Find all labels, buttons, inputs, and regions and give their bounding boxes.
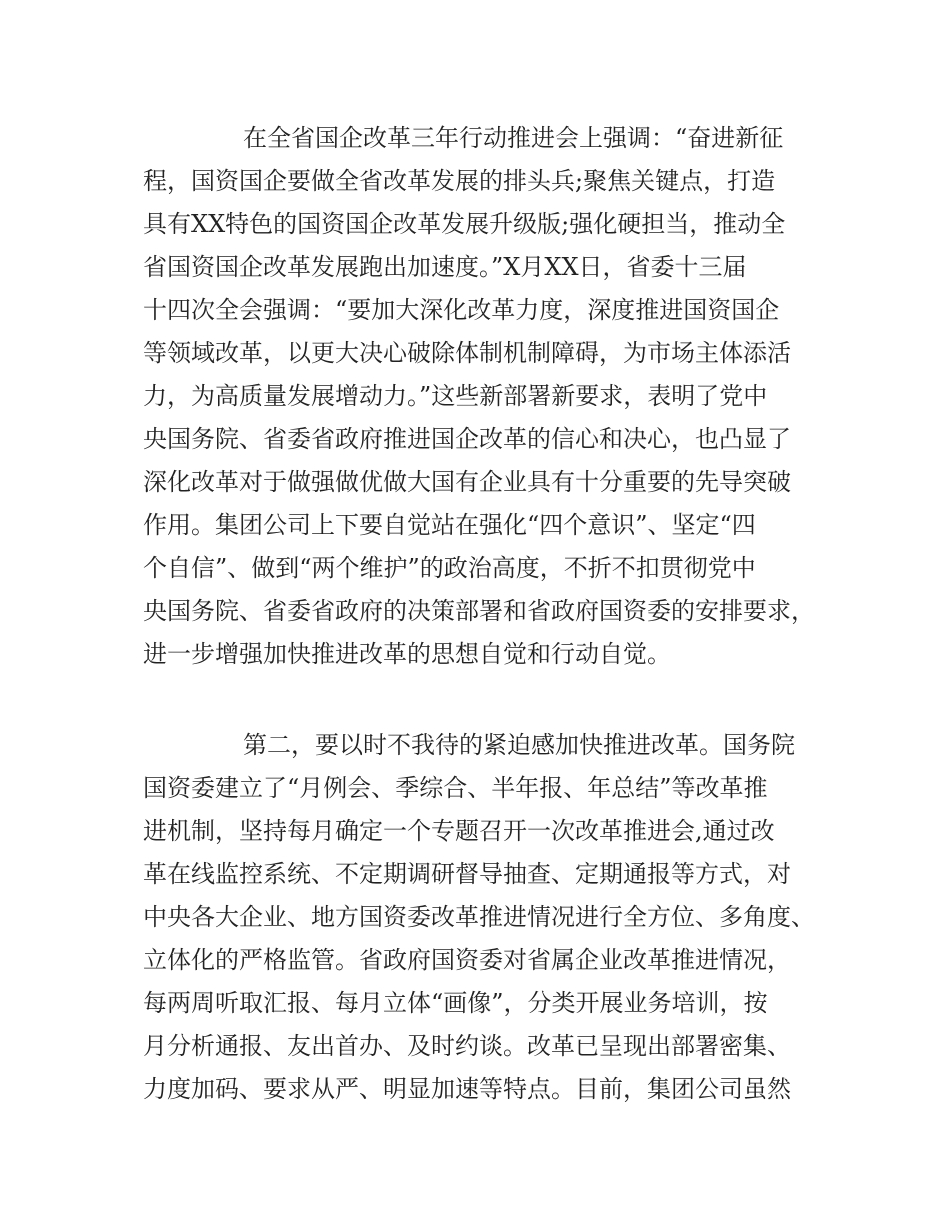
text-line: 第二，要以时不我待的紧迫感加快推进改革。国务院 [243,731,795,759]
text-line: 作用。集团公司上下要自觉站在强化“四个意识”、坚定“四 [143,511,756,539]
text-line: 国资委建立了“月例会、季综合、半年报、年总结”等改革推 [143,774,768,802]
text-line: 进一步增强加快推进改革的思想自觉和行动自觉。 [143,640,671,668]
text-line: 每两周听取汇报、每月立体“画像”，分类开展业务培训，按 [143,989,768,1017]
text-line: 月分析通报、友出首办、及时约谈。改革已呈现出部署密集、 [143,1032,791,1060]
text-line: 个自信”、做到“两个维护”的政治高度，不折不扣贯彻党中 [143,554,756,582]
text-line: 十四次全会强调：“要加大深化改革力度，深度推进国资国企 [143,296,780,324]
text-line: 立体化的严格监管。省政府国资委对省属企业改革推进情况， [143,946,791,974]
text-line: 央国务院、省委省政府的决策部署和省政府国资委的安排要求， [143,597,815,625]
text-line: 革在线监控系统、不定期调研督导抽查、定期通报等方式，对 [143,860,791,888]
text-line: 力，为高质量发展增动力。”这些新部署新要求，表明了党中 [143,382,768,410]
text-line: 等领域改革，以更大决心破除体制机制障碍，为市场主体添活 [143,339,791,367]
text-line: 省国资国企改革发展跑出加速度。”X月XX日，省委十三届 [143,253,747,281]
text-line: 程，国资国企要做全省改革发展的排头兵;聚焦关键点，打造 [143,167,776,195]
text-line: 具有XX特色的国资国企改革发展升级版;强化硬担当，推动全 [143,210,786,238]
text-line: 力度加码、要求从严、明显加速等特点。目前，集团公司虽然 [143,1075,791,1103]
text-line: 进机制，坚持每月确定一个专题召开一次改革推进会,通过改 [143,817,775,845]
text-line: 央国务院、省委省政府推进国企改革的信心和决心，也凸显了 [143,425,791,453]
text-line: 深化改革对于做强做优做大国有企业具有十分重要的先导突破 [143,468,791,496]
text-line: 在全省国企改革三年行动推进会上强调：“奋进新征 [243,124,784,152]
text-line: 中央各大企业、地方国资委改革推进情况进行全方位、多角度、 [143,903,815,931]
